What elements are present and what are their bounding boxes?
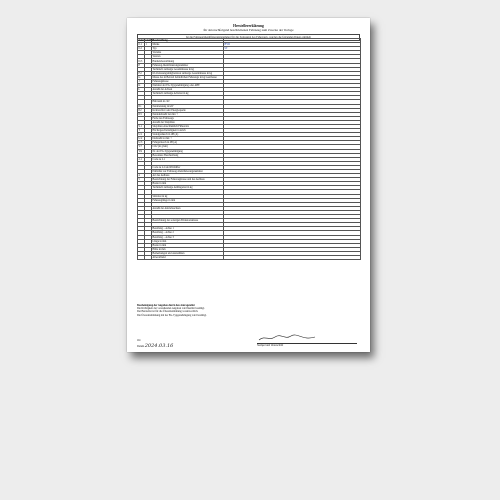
description-cell: Bereifung – Achse 1 [152, 227, 224, 231]
entry-cell: P.1 [138, 104, 145, 108]
description-cell: Breite in mm [152, 243, 224, 247]
column-header: Lfd.Nr [145, 39, 154, 43]
description-cell: Version [152, 55, 224, 59]
description-cell: Fahrzeugklasse [152, 79, 224, 83]
sign-place-label: Ort [137, 339, 141, 342]
description-cell: Marke [152, 43, 224, 47]
entry-cell: 0.2 [138, 47, 145, 51]
description-cell: Anzahl der Achsen [152, 88, 224, 92]
value-cell [224, 255, 361, 259]
description-cell: Fahrzeug-Identifizierungsnummer [152, 63, 224, 67]
description-cell: Hubraum in cm³ [152, 100, 224, 104]
entry-cell: P.3 [138, 112, 145, 116]
description-cell: Farbe des Fahrzeugs [152, 116, 224, 120]
description-cell: Technisch zulässige Gesamtmasse in kg [152, 67, 224, 71]
signature-caption: Stempel und Unterschrift [257, 344, 284, 348]
description-cell: Sitzplätze einschließlich Führersitz [152, 124, 224, 128]
signature-block [257, 334, 357, 347]
description-cell: Besondere Beschreibung [152, 153, 224, 157]
description-cell: Standgeräusch in dB (A) [152, 133, 224, 137]
description-cell: Code zu 2.1 [152, 157, 224, 161]
description-cell: Abweichend [152, 255, 224, 259]
description-cell: Höchstgeschwindigkeit in km/h [152, 129, 224, 133]
entry-cell: T [138, 129, 145, 133]
description-cell: Code zu 2.2 und Prüfziffer [152, 165, 224, 169]
description-cell: Nummer der EG-Typgenehmigung oder ABE [152, 84, 224, 88]
entry-cell: K [138, 84, 145, 88]
description-cell: Bemerkungen und Ausnahmen [152, 251, 224, 255]
entry-cell: J [138, 79, 145, 83]
notes-section [137, 304, 361, 317]
notes-heading: Bescheinigung der Angaben durch den Antragsteller [137, 304, 195, 307]
description-cell: Masse des in Betrieb befindlichen Fahrzeugs in kg Leermasse [152, 75, 224, 79]
note-line: Die Richtigkeit der vorstehenden Angaben wird hiermit bestätigt. [137, 307, 205, 311]
entry-cell: V.9 [138, 149, 145, 153]
sub-cell: 1 [145, 43, 152, 47]
description-cell: Anzahl der Sitzplätze [152, 120, 224, 124]
description-cell: Prüfziffer zur Fahrzeug-Identifizierungsnummer [152, 170, 224, 174]
sub-cell [145, 255, 152, 259]
table-row [138, 255, 361, 259]
description-cell: Breite in mm [152, 182, 224, 186]
entry-cell: L [138, 88, 145, 92]
description-cell: Bezeichnung der sonstigen Emissionsklasse [152, 219, 224, 223]
entry-cell: V.7 [138, 145, 145, 149]
entry-cell: 5 [138, 178, 145, 182]
entry-cell: 0.1 [138, 43, 145, 47]
column-header: Feld [138, 39, 144, 43]
description-cell: Nenndrehzahl bei min⁻¹ [152, 112, 224, 116]
description-cell: Stützlast in kg [152, 194, 224, 198]
description-cell: Bereifung – Achse 3 [152, 235, 224, 239]
entry-cell: E [138, 63, 145, 67]
entry-cell [138, 255, 145, 259]
description-cell: Typ [152, 47, 224, 51]
document-page [127, 18, 370, 352]
description-cell: Drehzahl in min⁻¹ [152, 137, 224, 141]
sign-date [137, 345, 173, 348]
handwritten-date: 2024.03.16 [144, 343, 174, 349]
description-cell: Bereifung – Achse 2 [152, 231, 224, 235]
description-cell: Bezeichnung der Fahrzeugklasse und des Aufbaus [152, 178, 224, 182]
description-cell: Handelsbezeichnung [152, 59, 224, 63]
sign-date-label: Datum [137, 345, 145, 348]
entry-cell: U.2 [138, 137, 145, 141]
description-cell: Höhe in mm [152, 247, 224, 251]
description-cell: Im Zulassungsmitgliedstaat zulässige Gesamtmasse in kg [152, 71, 224, 75]
description-cell: Länge in mm [152, 239, 224, 243]
document-intro: Ist die Fahrzeugidentifizierungsnummer für die Zulassung des Fahrzeugs, wurden die folgenden Daten ermittelt [137, 34, 360, 41]
column-header: Beschreibung [152, 39, 224, 43]
description-cell: Fahrgeräusch in dB (A) [152, 141, 224, 145]
note-line: Der Hersteller ist für die Übereinstimmung verantwortlich. [137, 310, 199, 314]
entry-cell: 4 [138, 174, 145, 178]
description-cell: Kraftstoffart oder Energiequelle [152, 108, 224, 112]
entry-cell: G [138, 75, 145, 79]
description-cell: Art des Aufbaus [152, 174, 224, 178]
entry-cell: D.3 [138, 59, 145, 63]
document-subtitle: für den nachfolgend beschriebenen Fahrzeug zum Zwecke der Vorlage [203, 28, 294, 32]
signature-mark [257, 334, 317, 342]
value-cell: ST [224, 47, 361, 51]
table-body [138, 43, 361, 260]
entry-cell: U.3 [138, 141, 145, 145]
document-title: Herstellererklärung [233, 24, 264, 28]
entry-cell: P.2 [138, 108, 145, 112]
description-cell: Anzahl der Antriebsachsen [152, 206, 224, 210]
data-table [137, 38, 361, 260]
entry-cell: F.2 [138, 71, 145, 75]
description-cell: Fahrzeuglänge in mm [152, 198, 224, 202]
value-cell: BYD [224, 43, 361, 47]
entry-cell: 2.1 [138, 157, 145, 161]
description-cell: Technisch zulässige Anhängelast in kg [152, 186, 224, 190]
description-cell: CO2 (in g/km) [152, 145, 224, 149]
description-cell: Nr. der EG-Typgenehmigung [152, 149, 224, 153]
description-cell: Nennleistung in kW [152, 104, 224, 108]
description-cell: Technisch zulässige Achslast in kg [152, 92, 224, 96]
sign-place [137, 339, 140, 342]
entry-cell: S.1 [138, 124, 145, 128]
entry-cell: U.1 [138, 133, 145, 137]
note-line: Die Übereinstimmung mit der EG-Typgenehmigung wird bestätigt. [137, 313, 207, 317]
description-cell: Variante [152, 51, 224, 55]
